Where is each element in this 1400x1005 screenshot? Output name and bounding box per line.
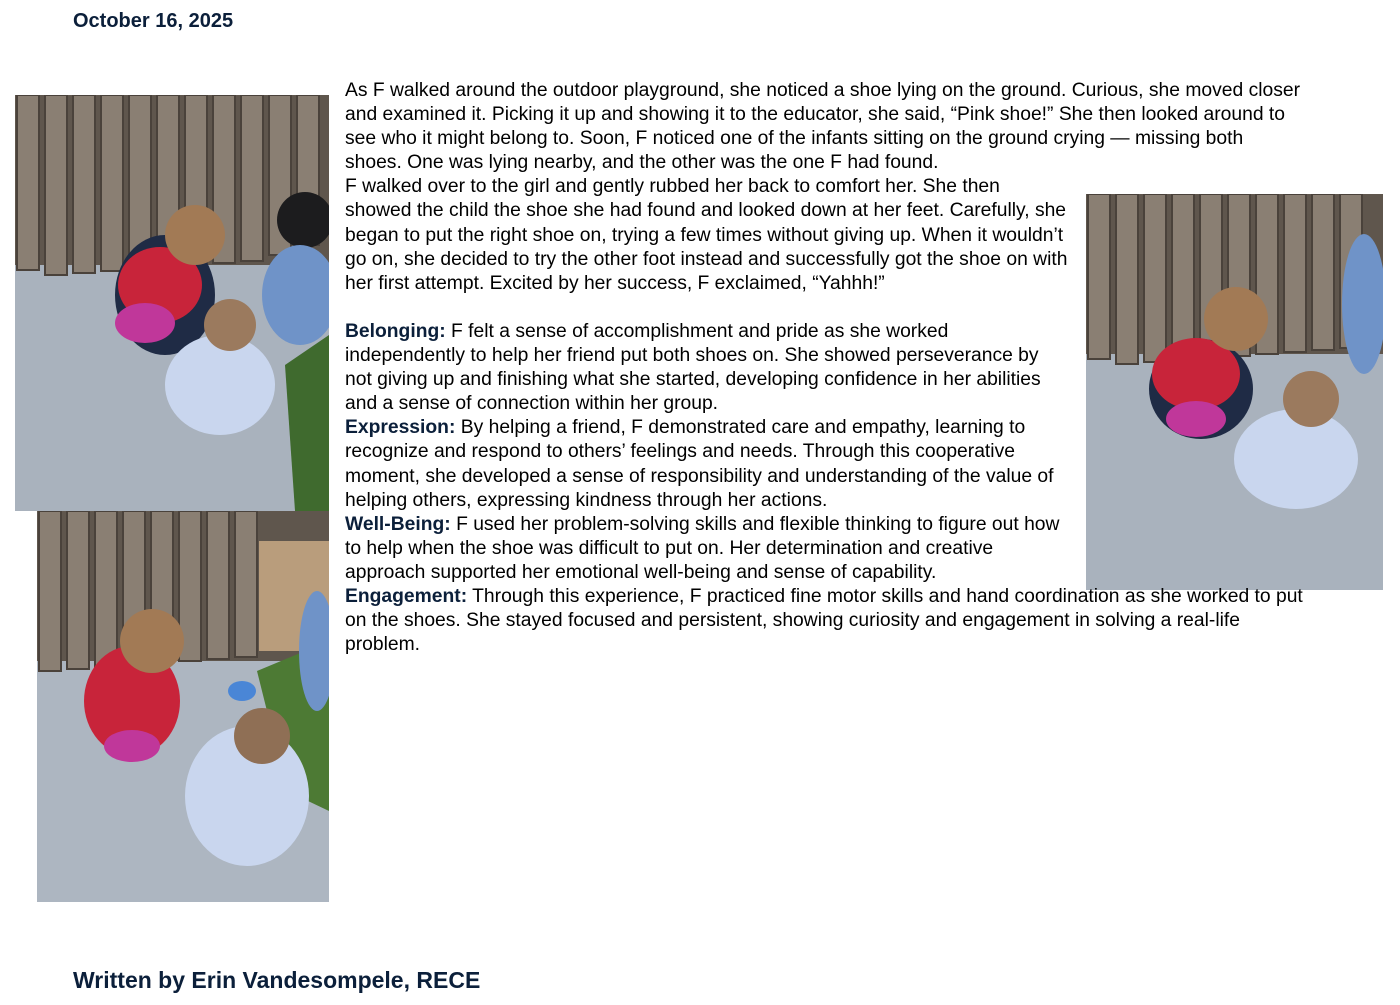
section-text: Through this experience, F practiced fine motor skills and hand coordination as she worked to put on the shoes. She stayed focused and persistent, showing curiosity and engagement in solving a real-life problem. xyxy=(345,585,1303,656)
section-heading: Belonging: xyxy=(345,320,446,342)
section-text: F used her problem-solving skills and flexible thinking to figure out how to help when the shoe was difficult to put on. Her determination and creative approach supported her emotional well-being and sense of capability. xyxy=(345,513,1060,583)
narrative-paragraph: As F walked around the outdoor playground, she noticed a shoe lying on the ground. Curious, she moved closer and examined it. Picking it up and showing it to the educator, she said, “Pink shoe!” She then looked around to see who it might belong to. Soon, F noticed one of the infants sitting on the ground crying — missing both shoes. One was lying nearby, and the other was the one F had found. xyxy=(345,80,1301,174)
narrative-paragraph-continued: F walked over to the girl and gently rubbed her back to comfort her. She then showed the child the shoe she had found and looked down at her feet. Carefully, she began to put the right shoe on, trying a few times without giving up. When it wouldn’t go on, she decided to try the other foot instead and successfully got the shoe on with her first attempt. Excited by her success, F exclaimed, “Yahhh!” xyxy=(345,176,1068,294)
section-expression xyxy=(345,416,1070,512)
section-text: F felt a sense of accomplishment and pride as she worked independently to help her friend put both shoes on. She showed perseverance by not giving up and finishing what she started, developing confidence in her abilities and a sense of connection within her group. xyxy=(345,320,1041,415)
observation-text xyxy=(345,79,1305,657)
section-heading: Expression: xyxy=(345,417,456,439)
section-heading: Engagement: xyxy=(345,585,468,607)
photo-children-with-shoe xyxy=(37,511,329,902)
photo-children-at-fence xyxy=(15,95,329,511)
section-well-being xyxy=(345,513,1070,585)
section-text: By helping a friend, F demonstrated care and empathy, learning to recognize and respond to others’ feelings and needs. Through this cooperative moment, she developed a sense of responsibility and understanding of the value of helping others, expressing kindness through her actions. xyxy=(345,417,1054,511)
document-date: October 16, 2025 xyxy=(73,10,234,32)
section-belonging xyxy=(345,320,1070,416)
section-heading: Well-Being: xyxy=(345,513,451,535)
section-engagement xyxy=(345,585,1305,657)
author-credit: Written by Erin Vandesompele, RECE xyxy=(73,967,481,993)
